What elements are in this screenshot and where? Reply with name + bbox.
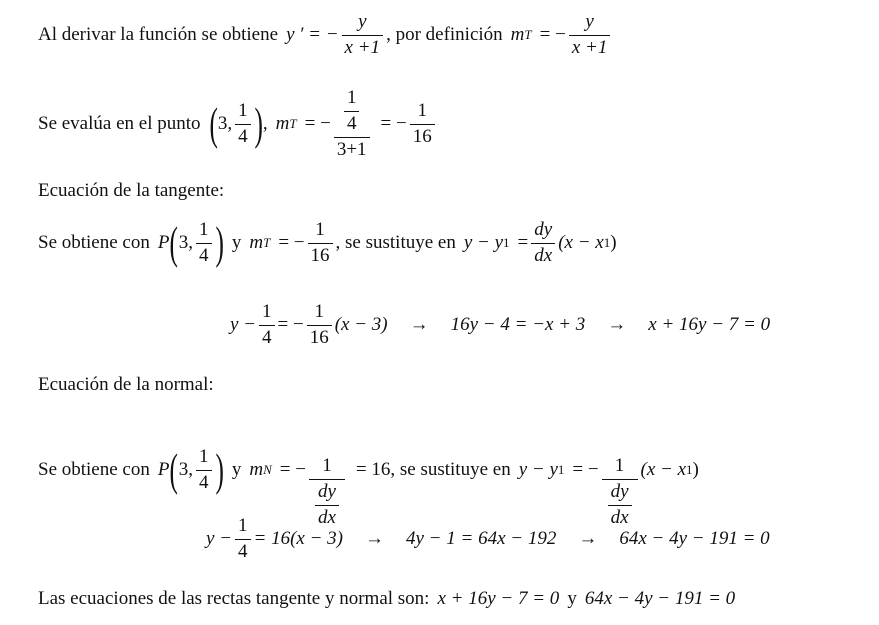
subscript: 1 [557,462,565,478]
slope-symbol: m [249,232,264,254]
evaluation-line: Se evalúa en el punto ( 3, $\frac{1}{4}$ ) , m T = − $\frac{\frac{1}{4}}{3+1}$ = − $\frac{1}{16}$ [38,88,438,161]
denominator: x +1 [342,35,384,59]
text: , se sustituye en [335,232,456,254]
denominator: 4 [259,325,275,349]
tangent-heading [38,180,224,202]
subscript: N [263,462,272,478]
point-x: 3, [178,232,194,254]
equals: = − [304,113,331,135]
left-paren: ( [169,217,179,269]
conjunction: y [231,232,242,254]
slope-symbol: m [275,113,290,135]
denominator: dx [608,505,632,529]
arrow-icon: → [578,528,598,550]
denominator: 16 [410,124,435,148]
numerator: 1 [614,455,625,476]
denominator: 16 [307,325,332,349]
right-paren: ) [254,98,263,150]
subscript: 1 [603,235,611,251]
denominator: 4 [235,539,251,563]
subscript: 1 [503,235,510,251]
subscript: T [289,116,297,132]
text: , por definición [386,24,503,46]
arrow-icon: → [365,528,384,550]
point-symbol: P [157,459,170,481]
denominator: x +1 [569,35,611,59]
text: Se evalúa en el punto [38,113,201,135]
arrow-icon: → [409,314,429,336]
tangent-equation: x + 16y − 7 = 0 [648,314,771,336]
denominator: dx [531,243,555,267]
conjunction: y [567,588,577,609]
fraction [235,516,251,563]
factor: (x − 3) [334,314,388,336]
tangent-equation-line [230,302,770,349]
fraction [259,302,275,349]
numerator: dy [534,219,553,240]
equals: = − [278,232,305,254]
right-paren: ) [214,217,224,269]
subscript: T [524,27,532,43]
text: Las ecuaciones de las rectas tangente y normal son: [38,588,430,609]
factor: = 16(x − 3) [253,528,343,550]
point-x: 3, [217,113,233,135]
numerator: 1 [238,99,248,121]
normal-equation-line [206,516,770,563]
derivative-fraction [531,220,555,267]
normal-equation: 64x − 4y − 191 = 0 [619,528,770,550]
normal-setup-line [38,412,699,529]
slope-symbol: m [249,459,264,481]
numerator: y [358,11,367,32]
point-x: 3, [178,459,194,481]
text: Se obtiene con [38,232,150,254]
fraction [342,12,384,59]
denominator: 3+1 [334,137,370,161]
numerator: 1 [314,301,324,322]
numerator: dy [317,480,336,502]
derivative-line [38,12,613,59]
subscript: T [263,235,271,251]
y-prime: y ′ = − [286,24,339,46]
equals: = − [279,459,306,481]
numerator: y [585,11,594,32]
normal-heading [38,374,214,396]
numerator: 1 [199,219,209,240]
denominator: 16 [308,243,333,267]
arrow-icon: → [607,314,627,336]
lhs: y − [206,528,233,550]
right-paren: ) [214,444,224,496]
equals: = [517,232,529,254]
numerator: 1 [238,515,248,536]
rhs-close: ) [692,459,699,481]
slope-symbol: m [510,24,525,46]
fraction [196,220,212,267]
denominator: 4 [196,470,212,494]
intermediate-equation: 4y − 1 = 64x − 192 [406,528,557,550]
lhs: y − y [463,232,504,254]
numerator: 1 [322,455,332,476]
numerator: 1 [417,99,427,121]
equals: = − [277,314,304,336]
numerator: dy [610,480,629,502]
denominator: 4 [196,243,212,267]
denominator: 4 [344,111,360,135]
heading-text: Ecuación de la normal: [38,374,214,395]
left-paren: ( [169,444,179,496]
rhs-close: ) [610,232,617,254]
conclusion-line [38,588,735,610]
fraction [308,220,333,267]
text: Se obtiene con [38,459,150,481]
normal-equation: 64x − 4y − 191 = 0 [584,588,736,609]
fraction [196,447,212,494]
equals: = − [539,24,566,46]
fraction [410,101,435,148]
denominator: dx [315,505,339,529]
compound-fraction [334,88,370,161]
left-paren: ( [208,98,218,150]
text: Al derivar la función se obtiene [38,24,279,46]
fraction [235,101,251,148]
heading-text: Ecuación de la tangente: [38,180,225,201]
inner-fraction [344,88,360,135]
numerator: 1 [346,87,357,108]
fraction [307,302,332,349]
rhs: (x − x [558,232,604,254]
rhs: (x − x [640,459,687,481]
conjunction: y [231,459,242,481]
text: = 16, se sustituye en [355,459,511,481]
numerator: 1 [262,301,272,322]
tangent-setup-line [38,217,617,269]
lhs: y − y [518,459,558,481]
numerator: 1 [199,445,209,467]
equals: = − [572,459,599,481]
numerator: 1 [315,219,325,240]
tangent-equation: x + 16y − 7 = 0 [437,588,560,609]
denominator: 4 [235,124,251,148]
equals: = − [380,113,407,135]
subscript: 1 [686,462,693,478]
fraction [569,12,611,59]
intermediate-equation: 16y − 4 = −x + 3 [450,314,586,336]
point-symbol: P [157,232,170,254]
lhs: y − [230,314,257,336]
